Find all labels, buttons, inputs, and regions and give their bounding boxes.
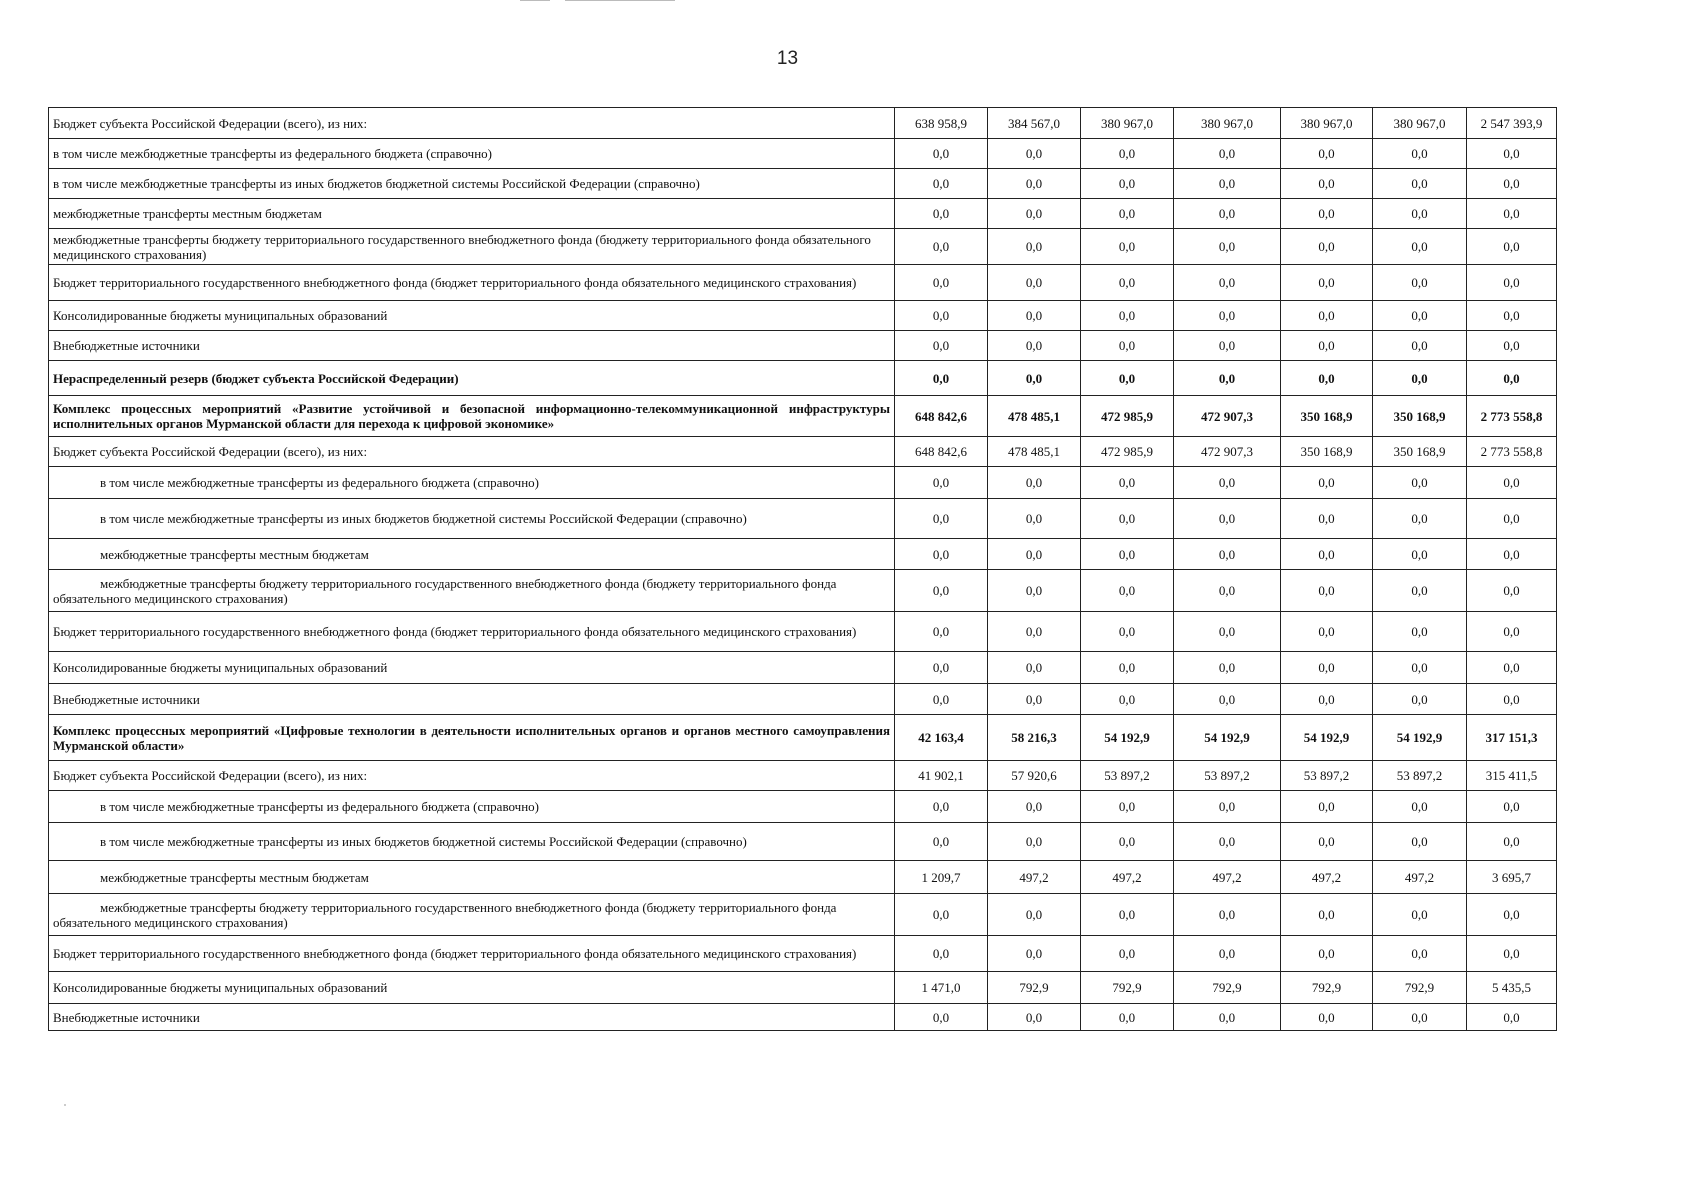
year-value-cell: 54 192,9: [1081, 715, 1174, 761]
table-row: [49, 612, 1557, 652]
total-cell: 317 151,3: [1467, 715, 1557, 761]
table-row: [49, 1004, 1557, 1031]
total-cell: 2 773 558,8: [1467, 437, 1557, 467]
year-value-cell: 0,0: [895, 894, 988, 936]
year-value-cell: 0,0: [1281, 301, 1373, 331]
year-value-cell: 0,0: [1373, 265, 1467, 301]
year-value-cell: 0,0: [895, 301, 988, 331]
year-value-cell: 0,0: [1174, 199, 1281, 229]
year-value-cell: 42 163,4: [895, 715, 988, 761]
year-value-cell: 0,0: [1281, 499, 1373, 539]
year-value-cell: 0,0: [1373, 169, 1467, 199]
year-value-cell: 0,0: [1281, 199, 1373, 229]
year-value-cell: 0,0: [1081, 612, 1174, 652]
year-value-cell: 0,0: [1373, 791, 1467, 823]
table-row: [49, 761, 1557, 791]
year-value-cell: 0,0: [1373, 499, 1467, 539]
year-value-cell: 57 920,6: [988, 761, 1081, 791]
year-value-cell: 0,0: [1174, 265, 1281, 301]
year-value-cell: 0,0: [1281, 539, 1373, 570]
row-label: Нераспределенный резерв (бюджет субъекта Российской Федерации): [49, 361, 895, 396]
year-value-cell: 0,0: [988, 791, 1081, 823]
year-value-cell: 792,9: [1174, 972, 1281, 1004]
year-value-cell: 0,0: [988, 894, 1081, 936]
year-value-cell: 0,0: [1281, 331, 1373, 361]
year-value-cell: 0,0: [1373, 361, 1467, 396]
year-value-cell: 0,0: [1373, 1004, 1467, 1031]
year-value-cell: 0,0: [1174, 169, 1281, 199]
year-value-cell: 0,0: [988, 539, 1081, 570]
year-value-cell: 0,0: [895, 791, 988, 823]
total-cell: 3 695,7: [1467, 861, 1557, 894]
table-row: [49, 715, 1557, 761]
year-value-cell: 0,0: [1373, 612, 1467, 652]
year-value-cell: 0,0: [895, 936, 988, 972]
year-value-cell: 0,0: [1281, 467, 1373, 499]
table-row: [49, 570, 1557, 612]
year-value-cell: 0,0: [1373, 229, 1467, 265]
year-value-cell: 0,0: [1081, 823, 1174, 861]
year-value-cell: 0,0: [1281, 139, 1373, 169]
total-cell: 0,0: [1467, 936, 1557, 972]
total-cell: 0,0: [1467, 467, 1557, 499]
year-value-cell: 0,0: [895, 612, 988, 652]
total-cell: 0,0: [1467, 229, 1557, 265]
table-row: [49, 684, 1557, 715]
year-value-cell: 0,0: [1081, 169, 1174, 199]
year-value-cell: 0,0: [1174, 361, 1281, 396]
year-value-cell: 497,2: [1174, 861, 1281, 894]
year-value-cell: 472 907,3: [1174, 396, 1281, 437]
year-value-cell: 0,0: [988, 139, 1081, 169]
total-cell: 0,0: [1467, 539, 1557, 570]
year-value-cell: 350 168,9: [1281, 437, 1373, 467]
year-value-cell: 54 192,9: [1281, 715, 1373, 761]
year-value-cell: 792,9: [1281, 972, 1373, 1004]
row-label: в том числе межбюджетные трансферты из иных бюджетов бюджетной системы Российской Федерации (справочно): [49, 169, 895, 199]
total-cell: 5 435,5: [1467, 972, 1557, 1004]
year-value-cell: 0,0: [988, 169, 1081, 199]
year-value-cell: 1 209,7: [895, 861, 988, 894]
row-label: межбюджетные трансферты местным бюджетам: [49, 861, 895, 894]
year-value-cell: 0,0: [895, 570, 988, 612]
row-label: Бюджет территориального государственного внебюджетного фонда (бюджет территориального фонда обязательного медицинского страхования): [49, 612, 895, 652]
year-value-cell: 0,0: [988, 652, 1081, 684]
year-value-cell: 478 485,1: [988, 437, 1081, 467]
table-row: [49, 652, 1557, 684]
total-cell: 0,0: [1467, 169, 1557, 199]
table-row: [49, 437, 1557, 467]
year-value-cell: 0,0: [895, 139, 988, 169]
table-row: [49, 861, 1557, 894]
year-value-cell: 0,0: [1081, 499, 1174, 539]
row-label: Комплекс процессных мероприятий «Развитие устойчивой и безопасной информационно-телекоммуникационной инфраструктуры исполнительных органов Мурманской области для перехода к цифровой экономике»: [49, 396, 895, 437]
total-cell: 0,0: [1467, 361, 1557, 396]
row-label: Бюджет территориального государственного внебюджетного фонда (бюджет территориального фонда обязательного медицинского страхования): [49, 265, 895, 301]
row-label: межбюджетные трансферты бюджету территориального государственного внебюджетного фонда (бюджету территориального фонда обязательного медицинского страхования): [49, 570, 895, 612]
total-cell: 0,0: [1467, 612, 1557, 652]
year-value-cell: 0,0: [1281, 570, 1373, 612]
year-value-cell: 0,0: [988, 570, 1081, 612]
year-value-cell: 0,0: [1081, 570, 1174, 612]
table-row: [49, 265, 1557, 301]
year-value-cell: 0,0: [1281, 1004, 1373, 1031]
year-value-cell: 792,9: [1373, 972, 1467, 1004]
row-label: межбюджетные трансферты местным бюджетам: [49, 539, 895, 570]
total-cell: 0,0: [1467, 139, 1557, 169]
year-value-cell: 0,0: [988, 301, 1081, 331]
year-value-cell: 0,0: [895, 229, 988, 265]
row-label: в том числе межбюджетные трансферты из федерального бюджета (справочно): [49, 467, 895, 499]
year-value-cell: 0,0: [1081, 894, 1174, 936]
year-value-cell: 0,0: [1281, 684, 1373, 715]
year-value-cell: 0,0: [1373, 139, 1467, 169]
year-value-cell: 0,0: [1081, 139, 1174, 169]
year-value-cell: 0,0: [1081, 199, 1174, 229]
year-value-cell: 792,9: [1081, 972, 1174, 1004]
row-label: Консолидированные бюджеты муниципальных образований: [49, 652, 895, 684]
year-value-cell: 0,0: [895, 169, 988, 199]
page-number: 13: [776, 48, 799, 69]
budget-table: [48, 107, 1557, 1031]
row-label: Бюджет субъекта Российской Федерации (всего), из них:: [49, 761, 895, 791]
year-value-cell: 0,0: [1174, 684, 1281, 715]
year-value-cell: 497,2: [1281, 861, 1373, 894]
total-cell: 0,0: [1467, 199, 1557, 229]
year-value-cell: 0,0: [1373, 539, 1467, 570]
year-value-cell: 638 958,9: [895, 108, 988, 139]
year-value-cell: 380 967,0: [1281, 108, 1373, 139]
year-value-cell: 0,0: [895, 684, 988, 715]
year-value-cell: 0,0: [1373, 301, 1467, 331]
table-row: [49, 139, 1557, 169]
table-row: [49, 361, 1557, 396]
row-label: Комплекс процессных мероприятий «Цифровые технологии в деятельности исполнительных органов и органов местного самоуправления Мурманской области»: [49, 715, 895, 761]
total-cell: 0,0: [1467, 331, 1557, 361]
year-value-cell: 0,0: [1373, 199, 1467, 229]
year-value-cell: 497,2: [1373, 861, 1467, 894]
total-cell: 0,0: [1467, 823, 1557, 861]
year-value-cell: 497,2: [1081, 861, 1174, 894]
year-value-cell: 648 842,6: [895, 396, 988, 437]
year-value-cell: 0,0: [1174, 139, 1281, 169]
total-cell: 0,0: [1467, 1004, 1557, 1031]
year-value-cell: 350 168,9: [1373, 396, 1467, 437]
table-row: [49, 331, 1557, 361]
year-value-cell: 0,0: [1373, 467, 1467, 499]
row-label: в том числе межбюджетные трансферты из федерального бюджета (справочно): [49, 139, 895, 169]
year-value-cell: 472 985,9: [1081, 437, 1174, 467]
table-row: [49, 936, 1557, 972]
year-value-cell: 0,0: [1281, 791, 1373, 823]
year-value-cell: 0,0: [1373, 894, 1467, 936]
year-value-cell: 380 967,0: [1081, 108, 1174, 139]
year-value-cell: 0,0: [1174, 612, 1281, 652]
year-value-cell: 0,0: [1081, 265, 1174, 301]
year-value-cell: 0,0: [1081, 1004, 1174, 1031]
year-value-cell: 0,0: [988, 499, 1081, 539]
row-label: Консолидированные бюджеты муниципальных образований: [49, 301, 895, 331]
year-value-cell: 0,0: [988, 612, 1081, 652]
row-label: Бюджет территориального государственного внебюджетного фонда (бюджет территориального фонда обязательного медицинского страхования): [49, 936, 895, 972]
year-value-cell: 380 967,0: [1174, 108, 1281, 139]
year-value-cell: 0,0: [895, 265, 988, 301]
total-cell: 0,0: [1467, 684, 1557, 715]
row-label: межбюджетные трансферты бюджету территориального государственного внебюджетного фонда (бюджету территориального фонда обязательного медицинского страхования): [49, 894, 895, 936]
year-value-cell: 0,0: [1081, 467, 1174, 499]
total-cell: 315 411,5: [1467, 761, 1557, 791]
year-value-cell: 0,0: [1081, 229, 1174, 265]
table-body: [49, 108, 1557, 1031]
year-value-cell: 792,9: [988, 972, 1081, 1004]
year-value-cell: 0,0: [1281, 652, 1373, 684]
year-value-cell: 0,0: [988, 229, 1081, 265]
year-value-cell: 0,0: [1281, 361, 1373, 396]
year-value-cell: 380 967,0: [1373, 108, 1467, 139]
year-value-cell: 0,0: [1174, 936, 1281, 972]
year-value-cell: 0,0: [1174, 331, 1281, 361]
year-value-cell: 0,0: [1174, 229, 1281, 265]
year-value-cell: 53 897,2: [1281, 761, 1373, 791]
row-label: Внебюджетные источники: [49, 684, 895, 715]
year-value-cell: 0,0: [988, 467, 1081, 499]
year-value-cell: 0,0: [1081, 331, 1174, 361]
table-row: [49, 791, 1557, 823]
year-value-cell: 472 907,3: [1174, 437, 1281, 467]
year-value-cell: 54 192,9: [1174, 715, 1281, 761]
year-value-cell: 53 897,2: [1174, 761, 1281, 791]
table-row: [49, 396, 1557, 437]
year-value-cell: 0,0: [988, 265, 1081, 301]
year-value-cell: 0,0: [1081, 684, 1174, 715]
table-row: [49, 229, 1557, 265]
table-row: [49, 467, 1557, 499]
table-row: [49, 894, 1557, 936]
total-cell: 0,0: [1467, 791, 1557, 823]
year-value-cell: 0,0: [895, 361, 988, 396]
table-row: [49, 539, 1557, 570]
year-value-cell: 0,0: [1081, 791, 1174, 823]
year-value-cell: 0,0: [1081, 652, 1174, 684]
year-value-cell: 0,0: [988, 1004, 1081, 1031]
year-value-cell: 0,0: [1281, 936, 1373, 972]
table-row: [49, 301, 1557, 331]
row-label: Консолидированные бюджеты муниципальных образований: [49, 972, 895, 1004]
scan-artifact-line: [520, 0, 550, 1]
year-value-cell: 0,0: [988, 361, 1081, 396]
year-value-cell: 53 897,2: [1081, 761, 1174, 791]
year-value-cell: 0,0: [895, 331, 988, 361]
year-value-cell: 0,0: [1174, 791, 1281, 823]
year-value-cell: 0,0: [1373, 331, 1467, 361]
table-row: [49, 199, 1557, 229]
row-label: в том числе межбюджетные трансферты из иных бюджетов бюджетной системы Российской Федерации (справочно): [49, 823, 895, 861]
total-cell: 0,0: [1467, 652, 1557, 684]
year-value-cell: 54 192,9: [1373, 715, 1467, 761]
year-value-cell: 0,0: [988, 823, 1081, 861]
year-value-cell: 0,0: [1174, 894, 1281, 936]
scan-speck: [64, 1104, 66, 1106]
year-value-cell: 0,0: [1373, 936, 1467, 972]
year-value-cell: 0,0: [1373, 684, 1467, 715]
year-value-cell: 0,0: [1373, 823, 1467, 861]
year-value-cell: 0,0: [1174, 1004, 1281, 1031]
year-value-cell: 1 471,0: [895, 972, 988, 1004]
year-value-cell: 0,0: [988, 684, 1081, 715]
year-value-cell: 41 902,1: [895, 761, 988, 791]
year-value-cell: 350 168,9: [1373, 437, 1467, 467]
row-label: Бюджет субъекта Российской Федерации (всего), из них:: [49, 108, 895, 139]
total-cell: 0,0: [1467, 894, 1557, 936]
year-value-cell: 0,0: [1081, 539, 1174, 570]
year-value-cell: 0,0: [1174, 539, 1281, 570]
year-value-cell: 0,0: [895, 499, 988, 539]
year-value-cell: 0,0: [1174, 823, 1281, 861]
year-value-cell: 648 842,6: [895, 437, 988, 467]
year-value-cell: 0,0: [1281, 229, 1373, 265]
total-cell: 0,0: [1467, 499, 1557, 539]
total-cell: 0,0: [1467, 265, 1557, 301]
year-value-cell: 0,0: [1081, 361, 1174, 396]
year-value-cell: 0,0: [1174, 301, 1281, 331]
year-value-cell: 350 168,9: [1281, 396, 1373, 437]
total-cell: 2 773 558,8: [1467, 396, 1557, 437]
year-value-cell: 0,0: [895, 467, 988, 499]
year-value-cell: 0,0: [1281, 823, 1373, 861]
year-value-cell: 0,0: [1281, 265, 1373, 301]
year-value-cell: 0,0: [895, 1004, 988, 1031]
year-value-cell: 0,0: [1281, 169, 1373, 199]
total-cell: 0,0: [1467, 301, 1557, 331]
table-row: [49, 169, 1557, 199]
year-value-cell: 0,0: [895, 199, 988, 229]
year-value-cell: 0,0: [895, 652, 988, 684]
year-value-cell: 0,0: [1373, 652, 1467, 684]
year-value-cell: 0,0: [895, 823, 988, 861]
year-value-cell: 0,0: [1281, 894, 1373, 936]
table-row: [49, 108, 1557, 139]
total-cell: 0,0: [1467, 570, 1557, 612]
year-value-cell: 0,0: [1081, 936, 1174, 972]
row-label: в том числе межбюджетные трансферты из иных бюджетов бюджетной системы Российской Федерации (справочно): [49, 499, 895, 539]
table-row: [49, 972, 1557, 1004]
row-label: межбюджетные трансферты бюджету территориального государственного внебюджетного фонда (бюджету территориального фонда обязательного медицинского страхования): [49, 229, 895, 265]
year-value-cell: 0,0: [1174, 499, 1281, 539]
year-value-cell: 0,0: [988, 331, 1081, 361]
year-value-cell: 478 485,1: [988, 396, 1081, 437]
year-value-cell: 53 897,2: [1373, 761, 1467, 791]
scan-artifact-line: [565, 0, 675, 1]
year-value-cell: 0,0: [1373, 570, 1467, 612]
year-value-cell: 384 567,0: [988, 108, 1081, 139]
row-label: Внебюджетные источники: [49, 331, 895, 361]
table-row: [49, 823, 1557, 861]
year-value-cell: 0,0: [988, 199, 1081, 229]
year-value-cell: 472 985,9: [1081, 396, 1174, 437]
year-value-cell: 0,0: [1174, 467, 1281, 499]
year-value-cell: 0,0: [1081, 301, 1174, 331]
row-label: Бюджет субъекта Российской Федерации (всего), из них:: [49, 437, 895, 467]
year-value-cell: 0,0: [1174, 570, 1281, 612]
year-value-cell: 0,0: [1174, 652, 1281, 684]
row-label: Внебюджетные источники: [49, 1004, 895, 1031]
row-label: межбюджетные трансферты местным бюджетам: [49, 199, 895, 229]
table-row: [49, 499, 1557, 539]
year-value-cell: 0,0: [988, 936, 1081, 972]
year-value-cell: 497,2: [988, 861, 1081, 894]
row-label: в том числе межбюджетные трансферты из федерального бюджета (справочно): [49, 791, 895, 823]
year-value-cell: 0,0: [1281, 612, 1373, 652]
total-cell: 2 547 393,9: [1467, 108, 1557, 139]
year-value-cell: 0,0: [895, 539, 988, 570]
year-value-cell: 58 216,3: [988, 715, 1081, 761]
